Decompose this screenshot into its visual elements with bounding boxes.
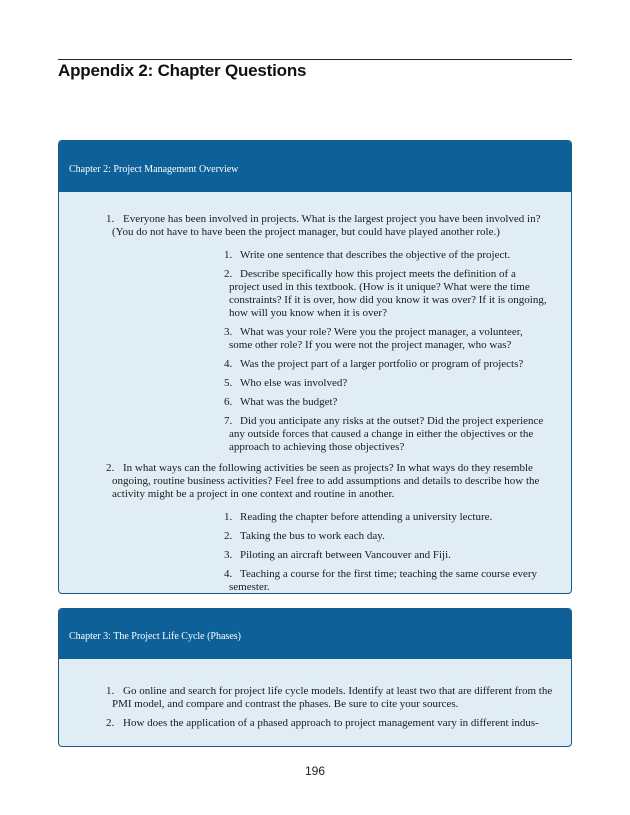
sub-question-number: 4. — [224, 568, 233, 580]
question-text: In what ways can the following activities be seen as projects? In what ways do they resemble ongoing, routine business activities? Feel free to add assumptions and details to describe how the activity might be a project in one context and routine in another. — [112, 462, 540, 500]
sub-question-number: 3. — [224, 326, 233, 338]
sub-question-item — [123, 358, 557, 371]
sub-question-item — [123, 549, 557, 562]
question-item — [59, 213, 571, 454]
sub-question-text: Teaching a course for the first time; teaching the same course every semester. — [229, 568, 538, 593]
question-list — [59, 685, 571, 730]
chapter-2-title: Chapter 2: Project Management Overview — [69, 164, 239, 175]
sub-question-text: Describe specifically how this project meets the definition of a project used in this textbook. (How is it unique? What were the time constraints? If it is over, how did you know it was over? If it is ongoing, how will you know when it is over? — [229, 268, 547, 319]
sub-question-number: 5. — [224, 377, 233, 389]
chapter-3-body — [59, 659, 571, 730]
sub-question-item — [123, 396, 557, 409]
sub-question-text: Reading the chapter before attending a university lecture. — [240, 511, 493, 523]
sub-question-number: 1. — [224, 249, 233, 261]
chapter-3-header — [59, 609, 571, 659]
question-number: 2. — [106, 717, 115, 729]
sub-question-number: 3. — [224, 549, 233, 561]
chapter-2-header — [59, 141, 571, 192]
sub-question-text: Piloting an aircraft between Vancouver and Fiji. — [240, 549, 451, 561]
sub-question-text: Who else was involved? — [240, 377, 348, 389]
page-title: Appendix 2: Chapter Questions — [58, 61, 307, 80]
sub-question-number: 4. — [224, 358, 233, 370]
sub-question-text: Write one sentence that describes the objective of the project. — [240, 249, 511, 261]
sub-question-number: 2. — [224, 268, 233, 280]
chapter-2-box — [58, 140, 572, 594]
sub-question-item — [123, 568, 557, 594]
sub-question-item — [123, 511, 557, 524]
sub-question-text: Was the project part of a larger portfolio or program of projects? — [240, 358, 524, 370]
question-number: 1. — [106, 685, 115, 697]
sub-question-item — [123, 377, 557, 390]
sub-question-text: Did you anticipate any risks at the outset? Did the project experience any outside forces that caused a change in either the objectives or the approach to achieving those objectives? — [229, 415, 544, 453]
chapter-2-body — [59, 192, 571, 594]
sub-question-number: 1. — [224, 511, 233, 523]
sub-question-text: What was the budget? — [240, 396, 338, 408]
sub-question-item — [123, 415, 557, 454]
sub-question-item — [123, 249, 557, 262]
question-text: How does the application of a phased approach to project management vary in different indus- — [123, 717, 539, 729]
page-number: 196 — [304, 764, 326, 778]
chapter-3-box — [58, 608, 572, 747]
sub-question-text: What was your role? Were you the project manager, a volunteer, some other role? If you were not the project manager, who was? — [229, 326, 523, 351]
sub-question-text: Taking the bus to work each day. — [240, 530, 385, 542]
sub-question-number: 6. — [224, 396, 233, 408]
sub-question-item — [123, 326, 557, 352]
header-rule — [58, 59, 572, 60]
question-list — [59, 213, 571, 594]
sub-question-number: 7. — [224, 415, 233, 427]
sub-question-list — [123, 511, 557, 594]
question-text: Everyone has been involved in projects. What is the largest project you have been involved in? (You do not have to have been the project manager, but could have played another role.) — [112, 213, 541, 238]
sub-question-item — [123, 530, 557, 543]
sub-question-item — [123, 268, 557, 320]
question-number: 1. — [106, 213, 115, 225]
question-number: 2. — [106, 462, 115, 474]
sub-question-number: 2. — [224, 530, 233, 542]
question-text: Go online and search for project life cycle models. Identify at least two that are different from the PMI model, and compare and contrast the phases. Be sure to cite your sources. — [112, 685, 553, 710]
chapter-3-title: Chapter 3: The Project Life Cycle (Phases) — [69, 631, 241, 642]
sub-question-list — [123, 249, 557, 454]
question-item — [59, 717, 571, 730]
question-item — [59, 685, 571, 711]
question-item — [59, 462, 571, 594]
